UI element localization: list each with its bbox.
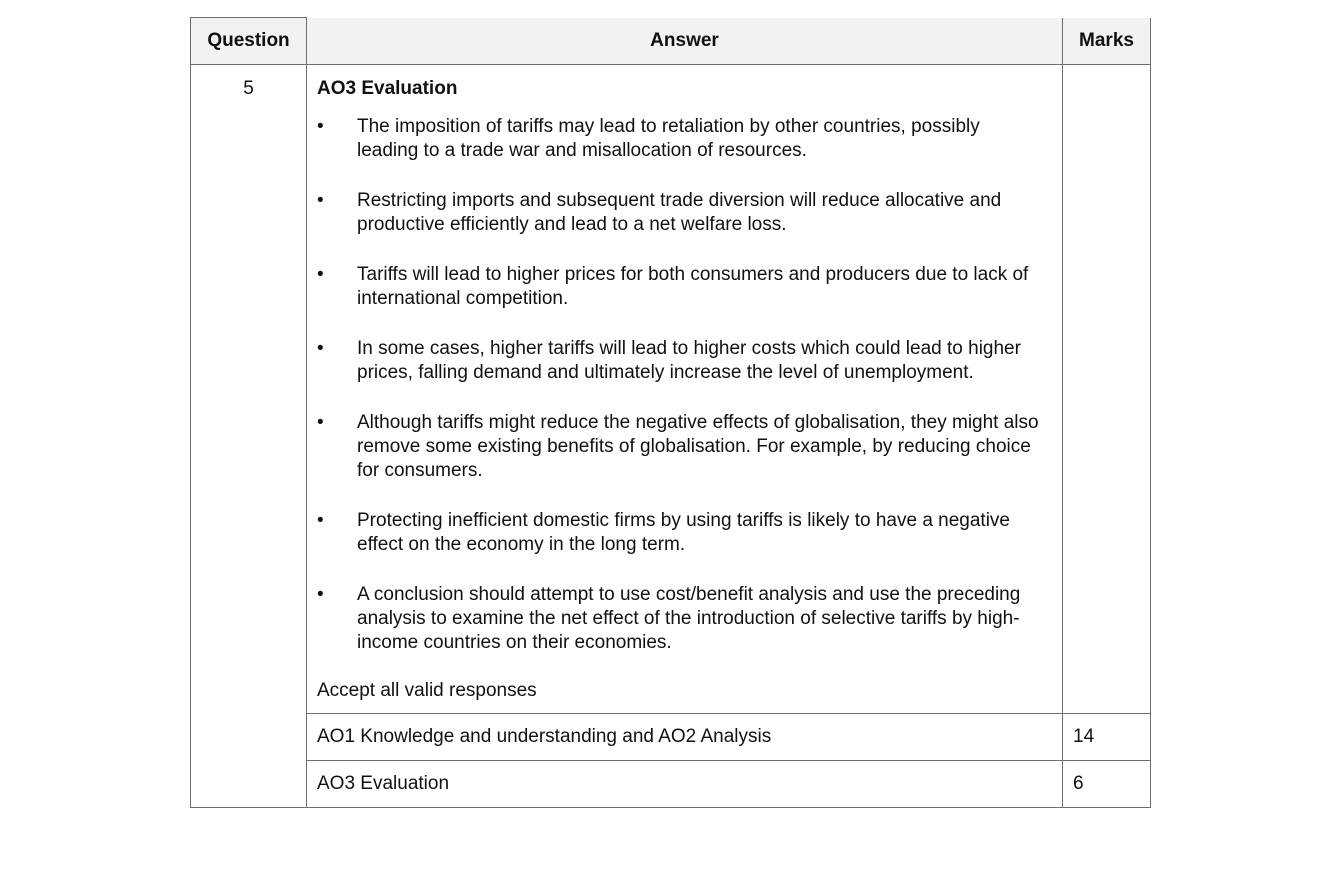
mark-scheme-table <box>190 17 1151 808</box>
list-item <box>317 411 1052 483</box>
list-item <box>317 263 1052 311</box>
answer-row <box>191 65 1151 714</box>
marks-column-header: Marks <box>1063 18 1151 65</box>
answer-column-header: Answer <box>307 18 1063 65</box>
mark-row-value: 6 <box>1063 761 1151 808</box>
point-text: The imposition of tariffs may lead to retaliation by other countries, possibly leading to a trade war and misallocation of resources. <box>357 116 980 161</box>
answer-cell <box>307 65 1063 714</box>
list-item <box>317 337 1052 385</box>
bullet-icon: • <box>317 584 324 605</box>
mark-row-ao1-ao2 <box>191 714 1151 761</box>
question-column-header: Question <box>191 18 307 65</box>
point-text: Protecting inefficient domestic firms by using tariffs is likely to have a negative effect on the economy in the long term. <box>357 510 1010 555</box>
point-text: Although tariffs might reduce the negative effects of globalisation, they might also remove some existing benefits of globalisation. For example, by reducing choice for consumers. <box>357 412 1039 481</box>
answer-heading: AO3 Evaluation <box>317 78 458 99</box>
question-number-cell: 5 <box>191 65 307 808</box>
mark-row-label: AO1 Knowledge and understanding and AO2 Analysis <box>307 714 1063 761</box>
list-item <box>317 189 1052 237</box>
point-text: Restricting imports and subsequent trade diversion will reduce allocative and productive efficiently and lead to a net welfare loss. <box>357 190 1002 235</box>
bullet-icon: • <box>317 264 324 285</box>
mark-row-ao3 <box>191 761 1151 808</box>
list-item <box>317 115 1052 163</box>
marks-cell-empty <box>1063 65 1151 714</box>
mark-row-label: AO3 Evaluation <box>307 761 1063 808</box>
list-item <box>317 509 1052 557</box>
point-text: In some cases, higher tariffs will lead to higher costs which could lead to higher prices, falling demand and ultimately increase the level of unemployment. <box>357 338 1021 383</box>
bullet-icon: • <box>317 338 324 359</box>
bullet-icon: • <box>317 412 324 433</box>
bullet-icon: • <box>317 116 324 137</box>
bullet-icon: • <box>317 190 324 211</box>
list-item <box>317 583 1052 655</box>
evaluation-points-list <box>317 115 1052 655</box>
accept-all-note: Accept all valid responses <box>317 680 537 701</box>
mark-row-value: 14 <box>1063 714 1151 761</box>
header-row <box>191 18 1151 65</box>
point-text: Tariffs will lead to higher prices for both consumers and producers due to lack of international competition. <box>357 264 1029 309</box>
bullet-icon: • <box>317 510 324 531</box>
point-text: A conclusion should attempt to use cost/benefit analysis and use the preceding analysis to examine the net effect of the introduction of selective tariffs by high-income countries on their economies. <box>357 584 1021 653</box>
